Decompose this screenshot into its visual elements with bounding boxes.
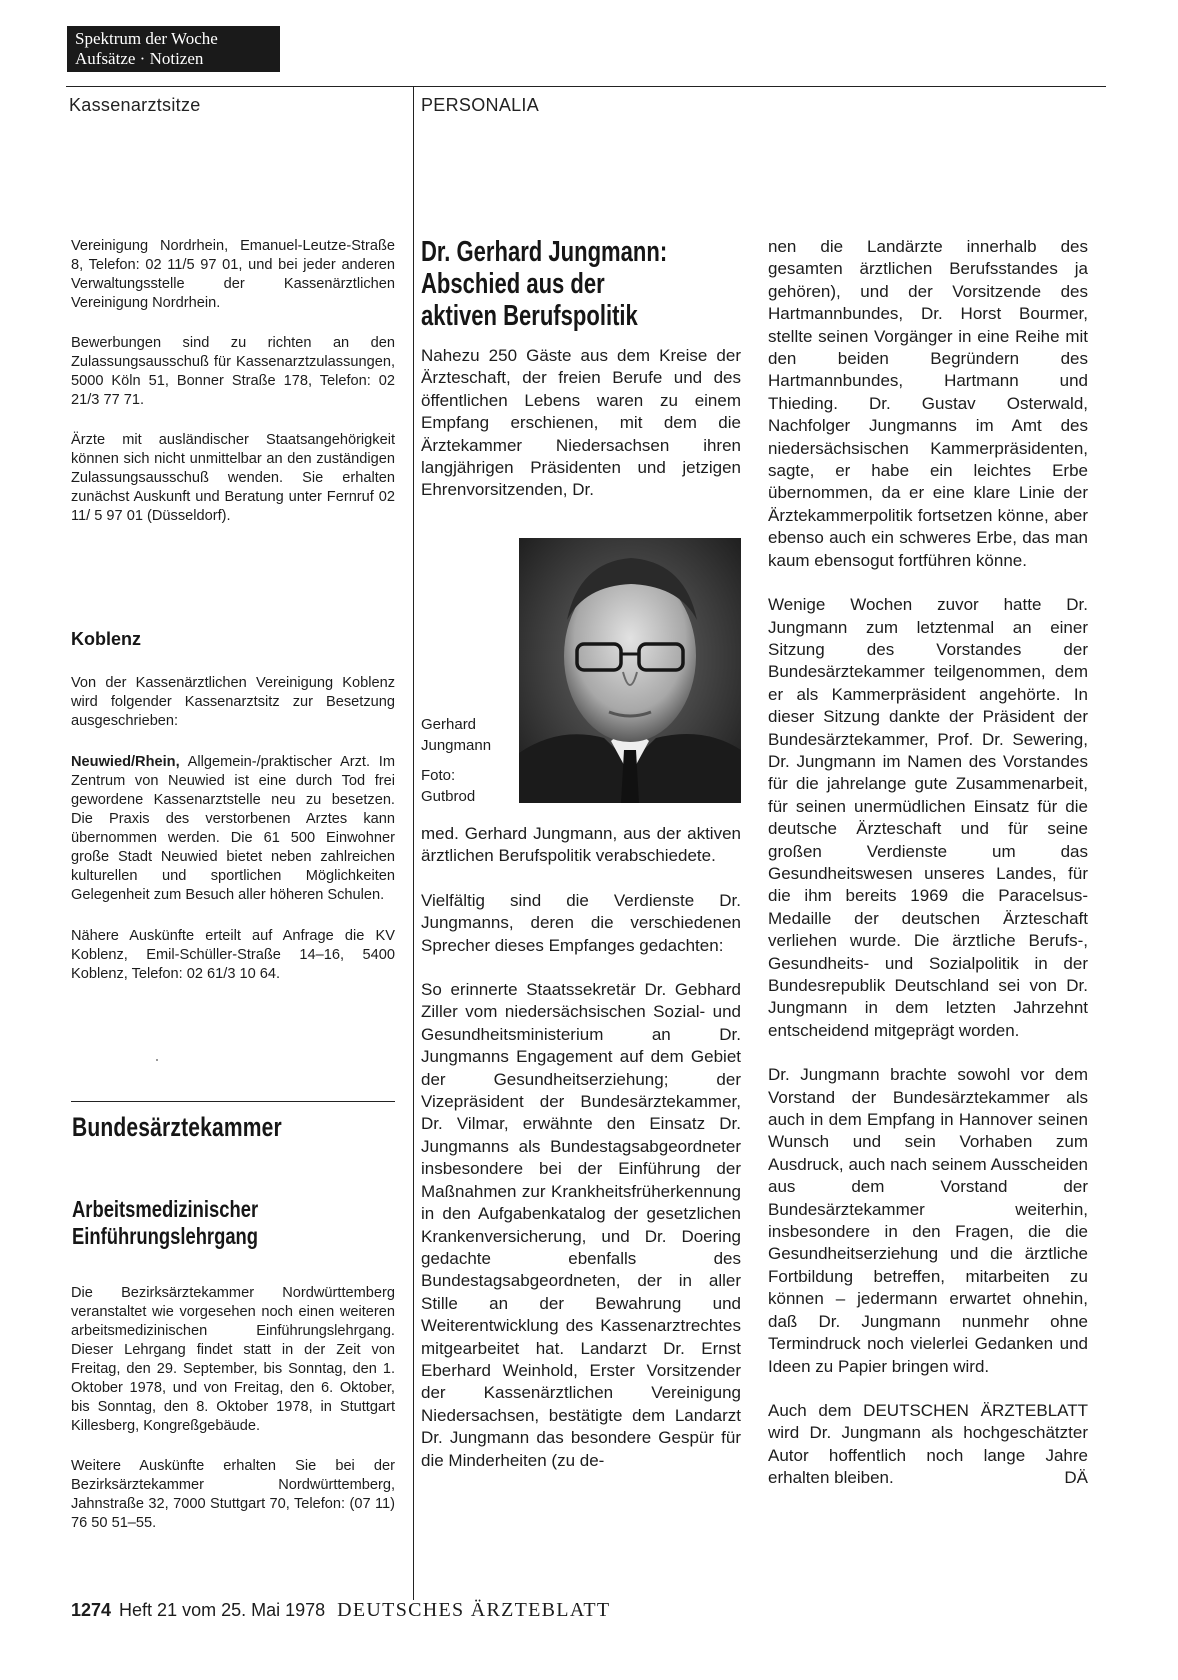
sub-heading-line2: Einführungslehrgang [72,1223,259,1249]
section-rule [71,1101,395,1102]
article-paragraph-6: Dr. Jungmann brachte sowohl vor dem Vorstand der Bundesärztekammer als auch in dem Empfang in Hannover seinen Wunsch und sein Vorhaben zum Ausdruck, auch nach seinem Ausscheiden aus dem Vorstand der Bundesärztekammer weiterhin, insbesondere in den Fragen, die die Gesundheitserziehung und die ärztliche Fortbildung betreffen, mitarbeiten zu können – jedermann erwartet ohnehin, daß Dr. Jungmann nunmehr ohne Termindruck noch vielerlei Gedanken und Ideen zu Papier bringen wird. [768,1065,1088,1376]
sub-heading [72,1196,258,1250]
section-tag-line1: Spektrum der Woche [75,29,218,48]
header-rule [66,86,1106,87]
article-right-column [768,236,1088,1490]
left-paragraph-2: Bewerbungen sind zu richten an den Zulassungsausschuß für Kassenarztzulassungen, 5000 Köln 51, Bonner Straße 178, Telefon: 02 21/3 77 71. [71,335,395,408]
page-footer [71,1599,610,1622]
section-heading: Bundesärztekammer [72,1112,282,1142]
article-title-line1: Dr. Gerhard Jungmann: [421,236,668,268]
article-title-line3: aktiven Berufspolitik [421,300,638,332]
article-paragraph-5: Wenige Wochen zuvor hatte Dr. Jungmann zum letztenmal an einer Sitzung des Vorstandes der Bundesärztekammer teilgenommen, dem er als Kammerpräsident angehörte. In dieser Sitzung dankte der Präsident der Bundesärztekammer, Prof. Dr. Sewering, Dr. Jungmann im Namen des Vorstandes für die jahrelange gute Zusammenarbeit, für seinen unermüdlichen Einsatz für die deutsche Ärzteschaft und für seine großen Verdienste um das Gesundheitswesen unseres Landes, für die ihm bereits 1969 die Paracelsus-Medaille der deutschen Ärzteschaft verliehen wurde. Die ärztliche Berufs-, Gesundheits- und Sozialpolitik in der Bundesrepublik Deutschland sei von Dr. Jungmann in dem letzten Jahrzehnt entscheidend mitgeprägt worden. [768,595,1088,1040]
speck [156,1059,158,1061]
section-tag [67,26,280,72]
left-column-top [71,237,395,526]
article-paragraph-2: Vielfältig sind die Verdienste Dr. Jungmanns, deren die verschiedenen Sprecher dieses Empfanges gedachten: [421,890,741,955]
caption-credit-1: Foto: [421,767,456,784]
article-paragraph-4: nen die Landärzte innerhalb des gesamten ärztlichen Berufsstandes ja gehören), und der Vorsitzende des Hartmannbundes, Dr. Horst Bourmer, stellte seinen Vorgänger in eine Reihe mit den beiden Begründern des Hartmannbundes, Hartmann und Thieding. Dr. Gustav Osterwald, Nachfolger Jungmanns im Amt des niedersächsischen Kammerpräsidenten, sagte, er habe ein leichtes Erbe übernommen, da er eine klare Linie der Ärztekammerpolitik fortsetzen könne, aber ebenso auch ein schweres Erbe, das man kaum ebensogut fortführen könne. [768,237,1088,570]
left-paragraph-1: Vereinigung Nordrhein, Emanuel-Leutze-Straße 8, Telefon: 02 11/5 97 01, und bei jeder anderen Verwaltungsstelle der Kassenärztlichen Vereinigung Nordrhein. [71,238,395,311]
page-number: 1274 [71,1600,112,1620]
location-bold: Neuwied/Rhein, [71,754,180,770]
left-paragraph-3: Ärzte mit ausländischer Staatsangehörigkeit können sich nicht unmittelbar an den zuständigen Zulassungsausschuß wenden. Sie erhalten zunächst Auskunft und Beratung unter Fernruf 02 11/ 5 97 01 (Düsseldorf). [71,432,395,524]
left-column-koblenz [71,674,395,984]
caption-name-1: Gerhard [421,716,477,733]
left-section-label: Kassenarztsitze [69,95,201,115]
caption-name-2: Jungmann [421,737,492,754]
column-divider [413,86,414,1600]
left-paragraph-5 [71,753,395,905]
article-title-line2: Abschied aus der [421,268,605,300]
section-tag-line2: Aufsätze · Notizen [75,49,204,68]
article-middle-column [421,823,741,1472]
article-paragraph-1: med. Gerhard Jungmann, aus der aktiven ärztlichen Berufspolitik verabschiedete. [421,824,741,866]
left-paragraph-6: Nähere Auskünfte erteilt auf Anfrage die KV Koblenz, Emil-Schüller-Straße 14–16, 5400 Koblenz, Telefon: 02 61/3 10 64. [71,928,395,982]
left-paragraph-7: Die Bezirksärztekammer Nordwürttemberg veranstaltet wie vorgesehen noch einen weiteren arbeitsmedizinischen Einführungslehrgang. Dieser Lehrgang findet statt in der Zeit von Freitag, den 29. September, bis Sonntag, den 1. Oktober 1978, und von Freitag, den 6. Oktober, bis Sonntag, den 8. Oktober 1978, in Stuttgart Killesberg, Kongreßgebäude. [71,1285,395,1434]
caption-credit-2: Gutbrod [421,788,476,805]
koblenz-heading: Koblenz [71,629,141,649]
author-signature: DÄ [1064,1468,1088,1488]
article-paragraph-3: So erinnerte Staatssekretär Dr. Gebhard Ziller vom niedersächsischen Sozial- und Gesundheitsministerium an Dr. Jungmanns Engagement auf dem Gebiet der Gesundheitserziehung; der Vizepräsident der Bundesärztekammer, Dr. Vilmar, erwähnte den Einsatz Dr. Jungmanns als Bundestagsabgeordneter insbesondere bei der Einführung der Maßnahmen zur Krankheitsfrüherkennung in den Aufgabenkatalog der gesetzlichen Krankenversicherung, und Dr. Doering gedachte ebenfalls des Bundestagsabgeordneten, der in aller Stille an der Bewahrung und Weiterentwicklung des Kassenarztrechtes mitgearbeitet hat. Landarzt Dr. Ernst Eberhard Weinhold, Erster Vorsitzender der Kassenärztlichen Vereinigung Niedersachsen, bestätigte dem Landarzt Dr. Jungmann das besondere Gespür für die Minderheiten (zu de- [421,980,741,1470]
photo-caption [421,714,491,807]
article-intro: Nahezu 250 Gäste aus dem Kreise der Ärzteschaft, der freien Berufe und des öffentlichen Lebens waren zu einem Empfang erschienen, mit dem die Ärztekammer Niedersachsen ihren langjährigen Präsidenten und jetzigen Ehrenvorsitzenden, Dr. [421,346,741,500]
left-paragraph-4: Von der Kassenärztlichen Vereinigung Koblenz wird folgender Kassenarztsitz zur Besetzung ausgeschrieben: [71,675,395,729]
left-paragraph-8: Weitere Auskünfte erhalten Sie bei der Bezirksärztekammer Nordwürttemberg, Jahnstraße 32, 7000 Stuttgart 70, Telefon: (07 11) 76 50 51–55. [71,1458,395,1531]
issue-info: Heft 21 vom 25. Mai 1978 [119,1600,326,1620]
left-column-bottom [71,1284,395,1533]
article-paragraph-7-text: Auch dem DEUTSCHEN ÄRZTEBLATT wird Dr. Jungmann als hochgeschätzter Autor hoffentlich noch lange Jahre erhalten bleiben. [768,1400,1088,1488]
portrait-photo [519,538,741,803]
article-paragraph-7 [768,1400,1088,1490]
sub-heading-line1: Arbeitsmedizinischer [72,1196,259,1222]
right-section-label: PERSONALIA [421,95,540,115]
left-paragraph-5-text: Allgemein-/praktischer Arzt. Im Zentrum von Neuwied ist eine durch Tod frei gewordene Kassenarztstelle neu zu besetzen. Die Praxis des verstorbenen Arztes kann übernommen werden. Die 61 500 Einwohner große Stadt Neuwied bietet neben zahlreichen kulturellen und sportlichen Möglichkeiten Gelegenheit zum Besuch aller höheren Schulen. [71,754,395,903]
article-title [421,236,667,332]
magazine-name: DEUTSCHES ÄRZTEBLATT [337,1599,611,1621]
